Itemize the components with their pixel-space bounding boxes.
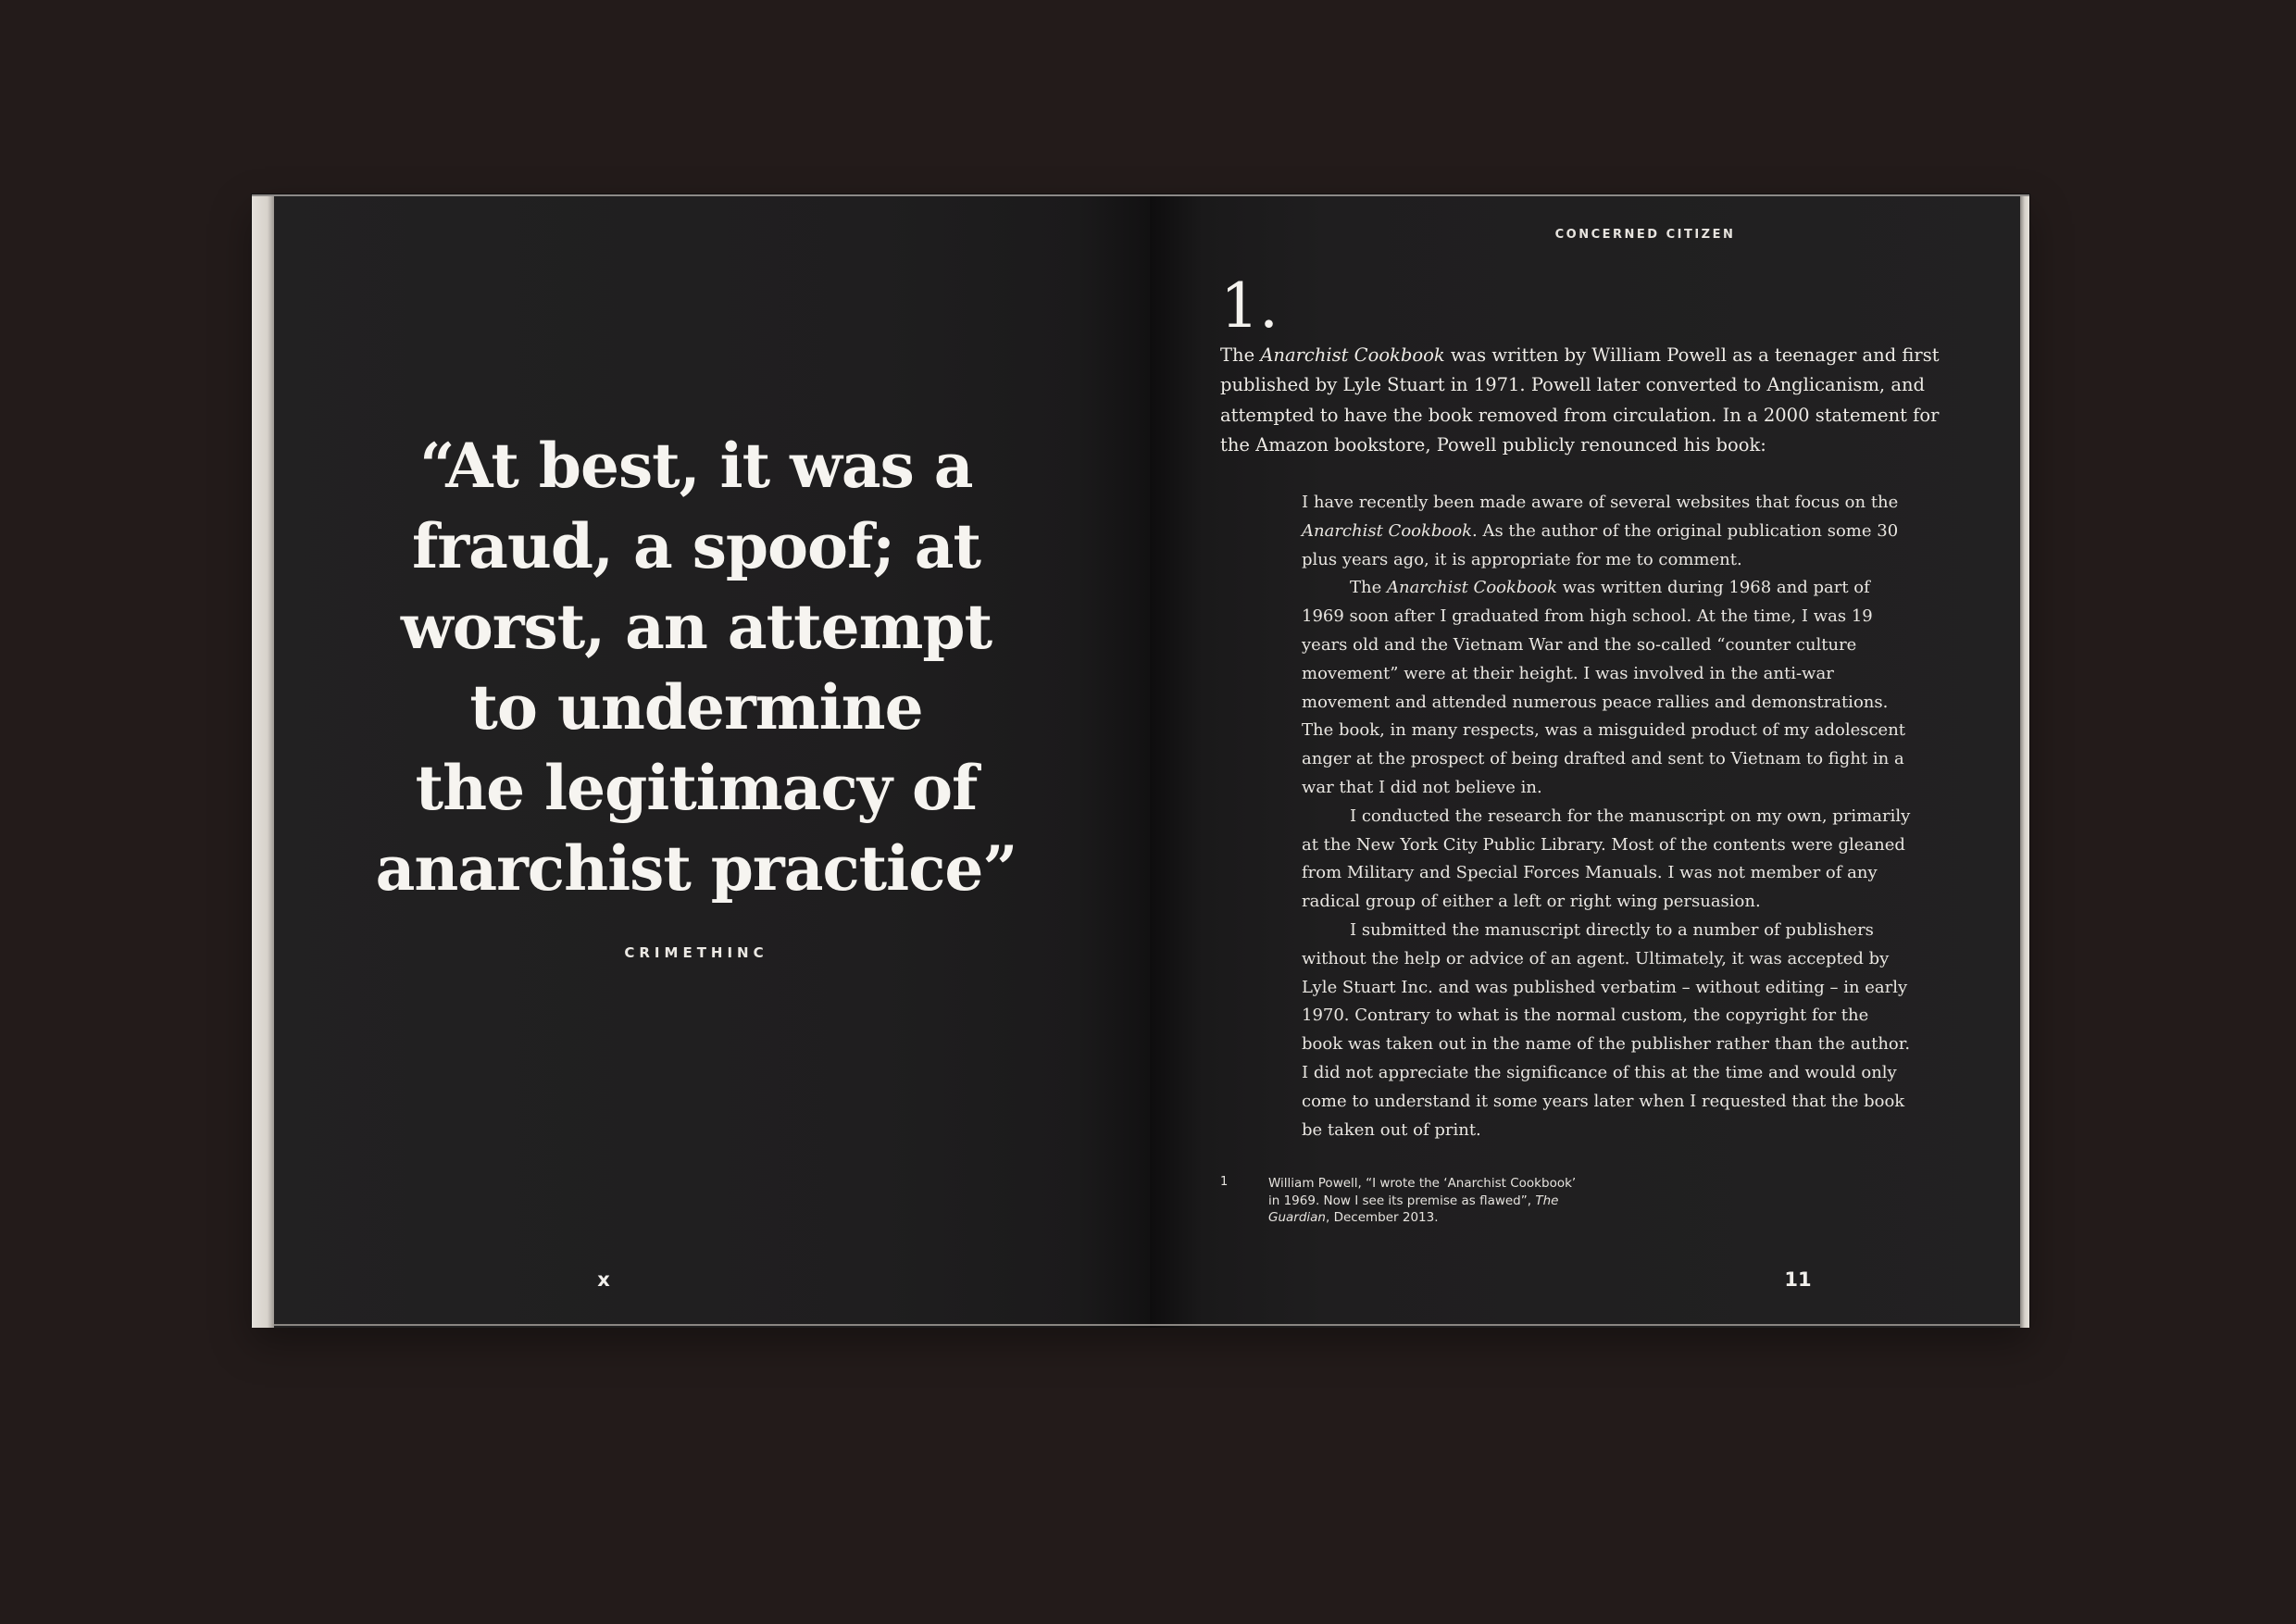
- footnote-source: The Guardian: [1268, 1193, 1559, 1225]
- footnote-text: William Powell, “I wrote the ‘Anarchist Cookbook’ in 1969. Now I see its premise as flawed”,: [1268, 1176, 1577, 1208]
- quote-text: The: [1350, 578, 1382, 598]
- spread-bottom-edge: [274, 1324, 2020, 1326]
- intro-paragraph: [1220, 341, 1952, 460]
- quote-attribution: CRIMETHINC: [624, 944, 768, 961]
- quote-text: I have recently been made aware of several websites that focus on the: [1302, 493, 1899, 512]
- page-edge-left: [252, 196, 274, 1328]
- book-title: Anarchist Cookbook: [1260, 344, 1445, 366]
- book-title: Anarchist Cookbook: [1302, 520, 1473, 541]
- running-head: CONCERNED CITIZEN: [1554, 228, 1736, 242]
- footnote-marker: 1: [1220, 1175, 1229, 1189]
- pull-quote-line: the legitimacy of: [415, 752, 978, 824]
- pull-quote-line: anarchist practice”: [375, 832, 1017, 905]
- footnote: [1268, 1175, 1583, 1227]
- page-number-left: x: [597, 1268, 610, 1291]
- chapter-number: 1.: [1220, 270, 1279, 342]
- intro-rest: was written by William Powell as a teenager and first published by Lyle Stuart in 1971. Powell later converted to Anglicanism, and attempted to have the book removed from circulation. In a 2000 statement for the Amazon bookstore, Powell publicly renounced his book:: [1220, 344, 1940, 456]
- footnote-text-end: , December 2013.: [1326, 1210, 1439, 1225]
- quote-paragraph: I conducted the research for the manuscript on my own, primarily at the New York City Public Library. Most of the contents were gleaned from Military and Special Forces Manuals. I was not member of any radical group of either a left or right wing persuasion.: [1302, 806, 1911, 912]
- quote-paragraph: [1302, 574, 1913, 802]
- quote-text: was written during 1968 and part of 1969 soon after I graduated from high school. At the time, I was 19 years old and the Vietnam War and the so-called “counter culture movement” were at their height. I was involved in the anti-war movement and attended numerous peace rallies and demonstrations. The book, in many respects, was a misguided product of my adolescent anger at the prospect of being drafted and sent to Vietnam to fight in a war that I did not believe in.: [1302, 578, 1906, 797]
- page-edge-right: [2020, 196, 2029, 1328]
- page-number-right: 11: [1784, 1268, 1812, 1291]
- book-spread: [252, 194, 2029, 1326]
- intro-the: The: [1220, 344, 1255, 366]
- pull-quote-line: fraud, a spoof; at: [411, 510, 981, 582]
- block-quote: [1302, 489, 1913, 1144]
- quote-paragraph: [1302, 489, 1913, 574]
- pull-quote: [344, 426, 1048, 909]
- pull-quote-line: “At best, it was a: [419, 430, 973, 502]
- book-title: Anarchist Cookbook: [1387, 578, 1558, 598]
- pull-quote-line: worst, an attempt: [400, 591, 992, 663]
- quote-paragraph: I submitted the manuscript directly to a number of publishers without the help or advice of an agent. Ultimately, it was accepted by Lyle Stuart Inc. and was published verbatim – without editing – in early 1970. Contrary to what is the normal custom, the copyright for the book was taken out in the name of the publisher rather than the author. I did not appreciate the significance of this at the time and would only come to understand it some years later when I requested that the book be taken out of print.: [1302, 919, 1911, 1140]
- pull-quote-line: to undermine: [469, 671, 923, 743]
- quote-text: . As the author of the original publication some 30 plus years ago, it is appropriate for me to comment.: [1302, 520, 1899, 569]
